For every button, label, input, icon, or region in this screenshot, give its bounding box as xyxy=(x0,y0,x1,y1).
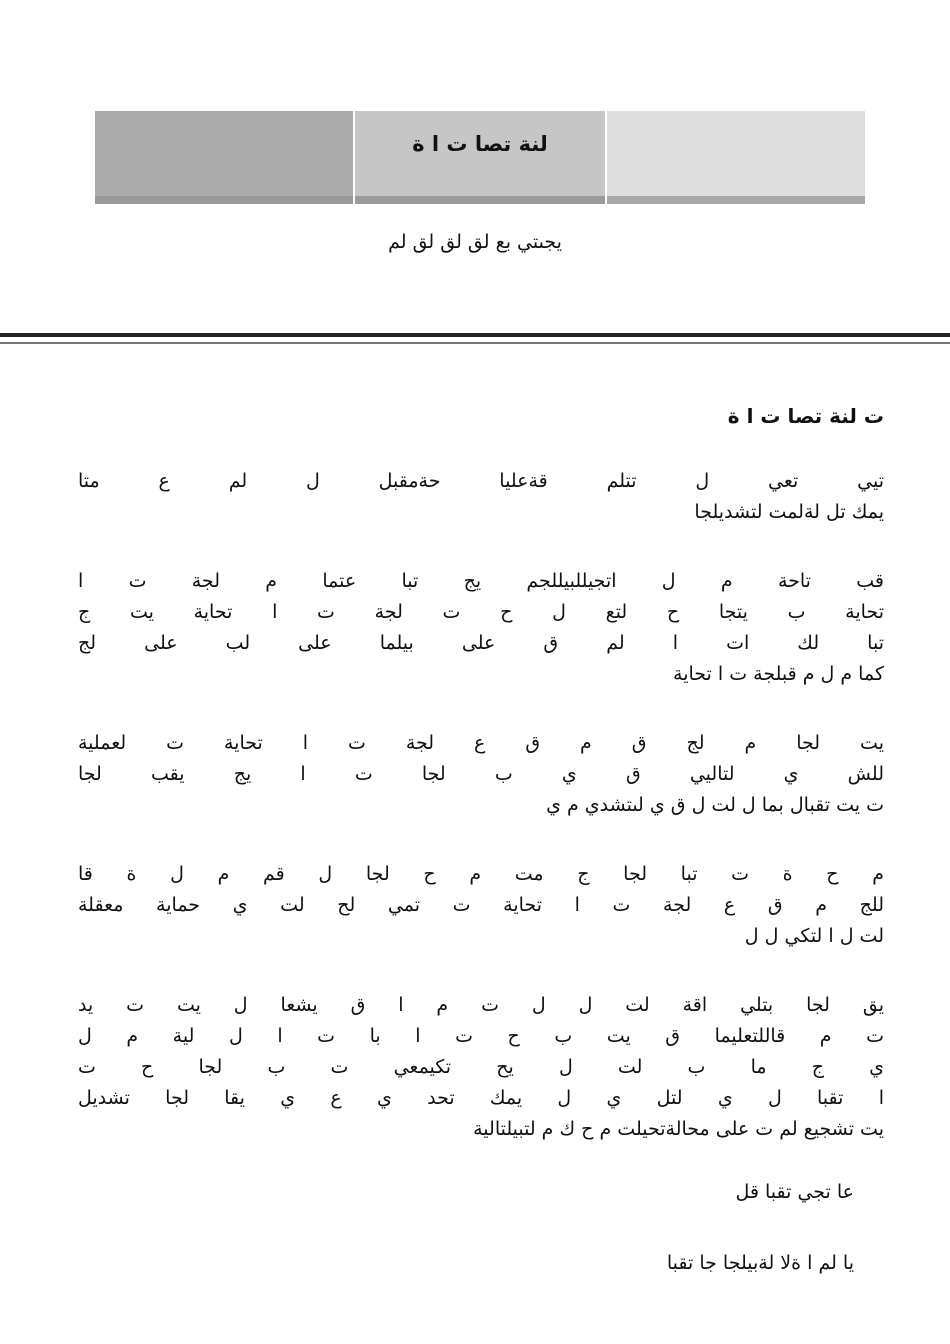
divider-thick xyxy=(0,333,950,337)
paragraph-line: قب تاحة م ل اتجيللبيللجم يج تبا عتما م لجة ت ا xyxy=(78,570,884,592)
paragraph-line: كما م ل م قبلجة ت ا تحاية xyxy=(673,663,884,685)
paragraph-line: يمك تل لةلمت لتشديلجا xyxy=(694,501,884,523)
main-content xyxy=(78,400,884,1319)
item-list xyxy=(78,1177,884,1279)
paragraph-line: يت لجا م لج ق م ق ع لجة ت ا تحاية ت لعملية xyxy=(78,732,884,754)
band-separator xyxy=(353,111,355,204)
paragraph-line: ي ج ما ب لت ل يح تكيمعي ت ب لجا ح ت xyxy=(78,1056,884,1078)
header-band-right-underline xyxy=(607,196,865,204)
paragraph-line: لت ل ا لتكي ل ل xyxy=(744,925,884,947)
paragraph-line: ت م قاللتعليما ق يت ب ح ت ا با ت ا ل لية م ل xyxy=(78,1025,884,1047)
paragraph-line: تيي تعي ل تتلم قةعليا حةمقبل ل لم ع متا xyxy=(78,470,884,492)
paragraph xyxy=(78,859,884,952)
paragraph xyxy=(78,728,884,821)
paragraph-line: م ح ة ت تبا لجا ج مت م ح لجا ل قم م ل ة قا xyxy=(78,863,884,885)
paragraph-line: ت يت تقبال بما ل لت ل ق ي لىتشدي م ي xyxy=(546,794,884,816)
header-band-right xyxy=(607,111,865,204)
header-subtitle: يجىتي بع لق لق لق لم xyxy=(388,231,562,253)
paragraph-line: تبا لك ات ا لم ق على بيلما على لب على لج xyxy=(78,632,884,654)
paragraph-line: تحاية ب يتجا ح لتع ل ح ت لجة ت ا تحاية يت ج xyxy=(78,601,884,623)
paragraph xyxy=(78,990,884,1145)
section-heading: ت لنة تصا ت ا ة xyxy=(727,404,884,428)
paragraph-line: للش ي لتاليي ق ي ب لجا ت ا يج يقب لجا xyxy=(78,763,884,785)
paragraph xyxy=(78,566,884,690)
header-band-left xyxy=(95,111,353,204)
header-band-middle xyxy=(355,111,605,204)
paragraph-line: يت تشجيع لم ت على محالةتحيلت م ح ك م لتبيلتالية xyxy=(473,1118,884,1140)
header-band-left-underline xyxy=(95,196,353,204)
header-title: لنة تصا ت ا ة xyxy=(412,132,548,156)
header-band-middle-underline xyxy=(355,196,605,204)
list-item: عا تجي تقبا قل xyxy=(735,1181,854,1203)
band-separator xyxy=(605,111,607,204)
paragraph xyxy=(78,466,884,528)
paragraph-line: للج م ق ع لجة ت ا تحاية ت تمي لح لت ي حماية معقلة xyxy=(78,894,884,916)
divider-thin xyxy=(0,342,950,344)
list-item: يا لم ا ةلا لةبيلجا جا تقبا xyxy=(666,1252,854,1274)
paragraphs xyxy=(78,466,884,1145)
paragraph-line: ا تقبا ل ي لتل ي ل يمك تحد ي ع ي يقا لجا تشديل xyxy=(78,1087,884,1109)
paragraph-line: يق لجا بتلي اقة لت ل ل ت م ا ق يشعا ل يت ت يد xyxy=(78,994,884,1016)
